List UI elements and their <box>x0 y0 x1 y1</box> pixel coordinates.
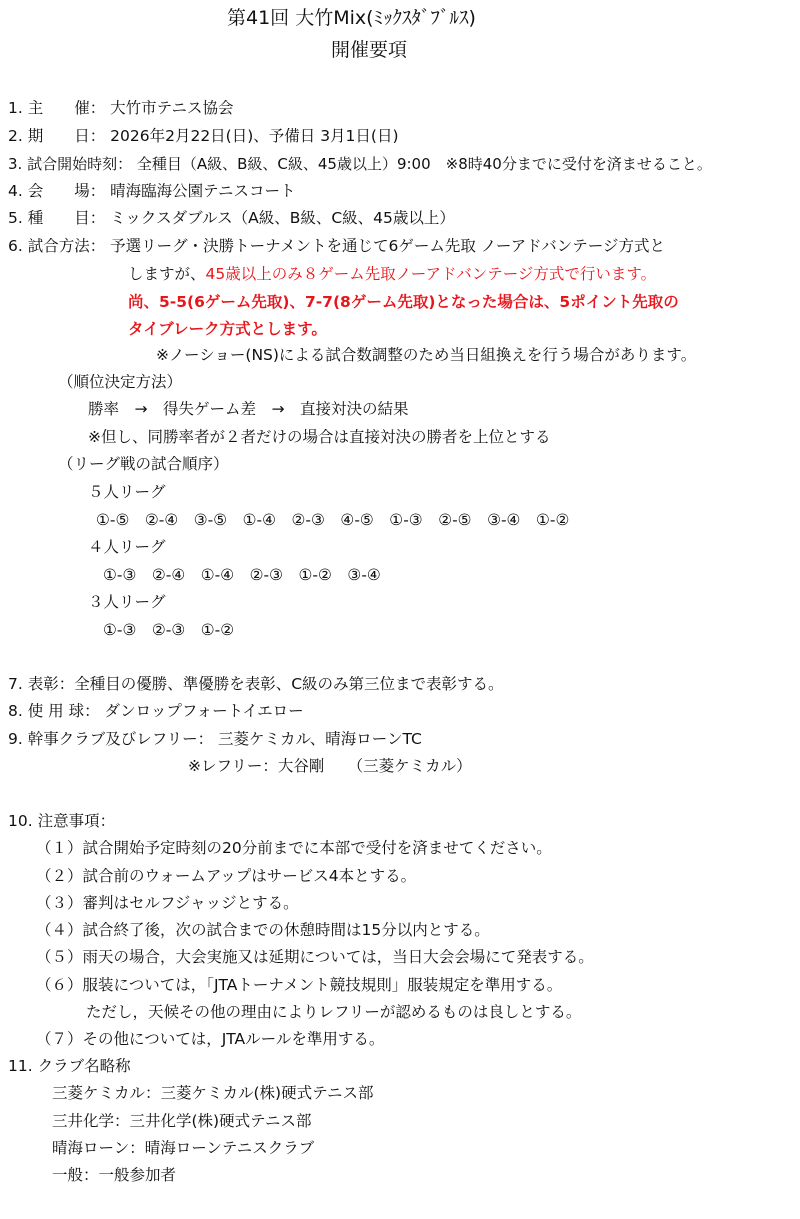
item-venue: 4. 会 場： 晴海臨海公園テニスコート <box>8 182 296 200</box>
club-abbrev-4: 一般：一般参加者 <box>52 1166 177 1184</box>
item-format: 6. 試合方法： 予選リーグ・決勝トーナメントを通じて6ゲーム先取 ノーアドバンテージ方式と <box>8 237 665 255</box>
tiebreak-rule-line2: タイブレーク方式とします。 <box>128 320 327 338</box>
item-organizer: 1. 主 催： 大竹市テニス協会 <box>8 99 234 117</box>
item-event: 5. 種 目： ミックスダブルス（A級、B級、C級、45歳以上） <box>8 209 455 227</box>
item-host-club: 9. 幹事クラブ及びレフリー： 三菱ケミカル、晴海ローンTC <box>8 730 422 748</box>
note-1: （１）試合開始予定時刻の20分前までに本部で受付を済ませてください。 <box>36 839 552 857</box>
note-4: （４）試合終了後，次の試合までの休憩時間は15分以内とする。 <box>36 921 490 939</box>
item-start-time: 3. 試合開始時刻： 全種目（A級、B級、C級、45歳以上）9:00 ※8時40分までに受付を済ませること。 <box>8 155 712 173</box>
format-text: しますが、 <box>128 265 206 283</box>
item-ball: 8. 使 用 球： ダンロップフォートイエロー <box>8 702 304 720</box>
item-date: 2. 期 日： 2026年2月22日(日)、予備日 3月1日(日) <box>8 127 399 145</box>
note-2: （２）試合前のウォームアップはサービス4本とする。 <box>36 867 417 885</box>
league-3-order: ①-③ ②-③ ①-② <box>103 621 235 639</box>
club-abbrev-3: 晴海ローン：晴海ローンテニスクラブ <box>52 1139 315 1157</box>
club-abbrev-2: 三井化学：三井化学(株)硬式テニス部 <box>52 1112 312 1130</box>
note-6: （６）服装については，「JTAトーナメント競技規則」服装規定を準用する。 <box>36 976 563 994</box>
note-5: （５）雨天の場合，大会実施又は延期については，当日大会会場にて発表する。 <box>36 948 594 966</box>
ranking-heading: （順位決定方法） <box>58 373 183 391</box>
tiebreak-rule: 尚、5-5(6ゲーム先取)、7-7(8ゲーム先取)となった場合は、5ポイント先取の <box>128 293 679 311</box>
item-club-abbrev-heading: 11. クラブ名略称 <box>8 1057 131 1075</box>
note-3: （３）審判はセルフジャッジとする。 <box>36 894 299 912</box>
league-3-label: ３人リーグ <box>88 593 166 611</box>
league-5-label: ５人リーグ <box>88 483 166 501</box>
league-order-heading: （リーグ戦の試合順序） <box>58 455 229 473</box>
format-highlight: 45歳以上のみ８ゲーム先取ノーアドバンテージ方式で行います。 <box>205 265 657 283</box>
item-awards: 7. 表彰：全種目の優勝、準優勝を表彰、C級のみ第三位まで表彰する。 <box>8 675 504 693</box>
item-format-line2 <box>128 264 656 284</box>
league-4-order: ①-③ ②-④ ①-④ ②-③ ①-② ③-④ <box>103 566 381 584</box>
ranking-order: 勝率 → 得失ゲーム差 → 直接対決の結果 <box>88 400 409 418</box>
doc-title: 第41回 大竹Mix(ﾐｯｸｽﾀﾞﾌﾞﾙｽ) <box>227 7 476 29</box>
referee-note: ※レフリー：大谷剛 （三菱ケミカル） <box>188 757 472 775</box>
noshow-note: ※ノーショー(NS)による試合数調整のため当日組換えを行う場合があります。 <box>156 346 697 364</box>
ranking-note: ※但し、同勝率者が２者だけの場合は直接対決の勝者を上位とする <box>88 428 551 446</box>
club-abbrev-1: 三菱ケミカル：三菱ケミカル(株)硬式テニス部 <box>52 1084 374 1102</box>
note-6-cont: ただし，天候その他の理由によりレフリーが認めるものは良しとする。 <box>86 1003 582 1021</box>
doc-subtitle: 開催要項 <box>331 39 408 61</box>
item-notes-heading: 10. 注意事項： <box>8 812 116 830</box>
league-4-label: ４人リーグ <box>88 538 166 556</box>
league-5-order: ①-⑤ ②-④ ③-⑤ ①-④ ②-③ ④-⑤ ①-③ ②-⑤ ③-④ ①-② <box>96 511 570 529</box>
note-7: （７）その他については，JTAルールを準用する。 <box>36 1030 385 1048</box>
